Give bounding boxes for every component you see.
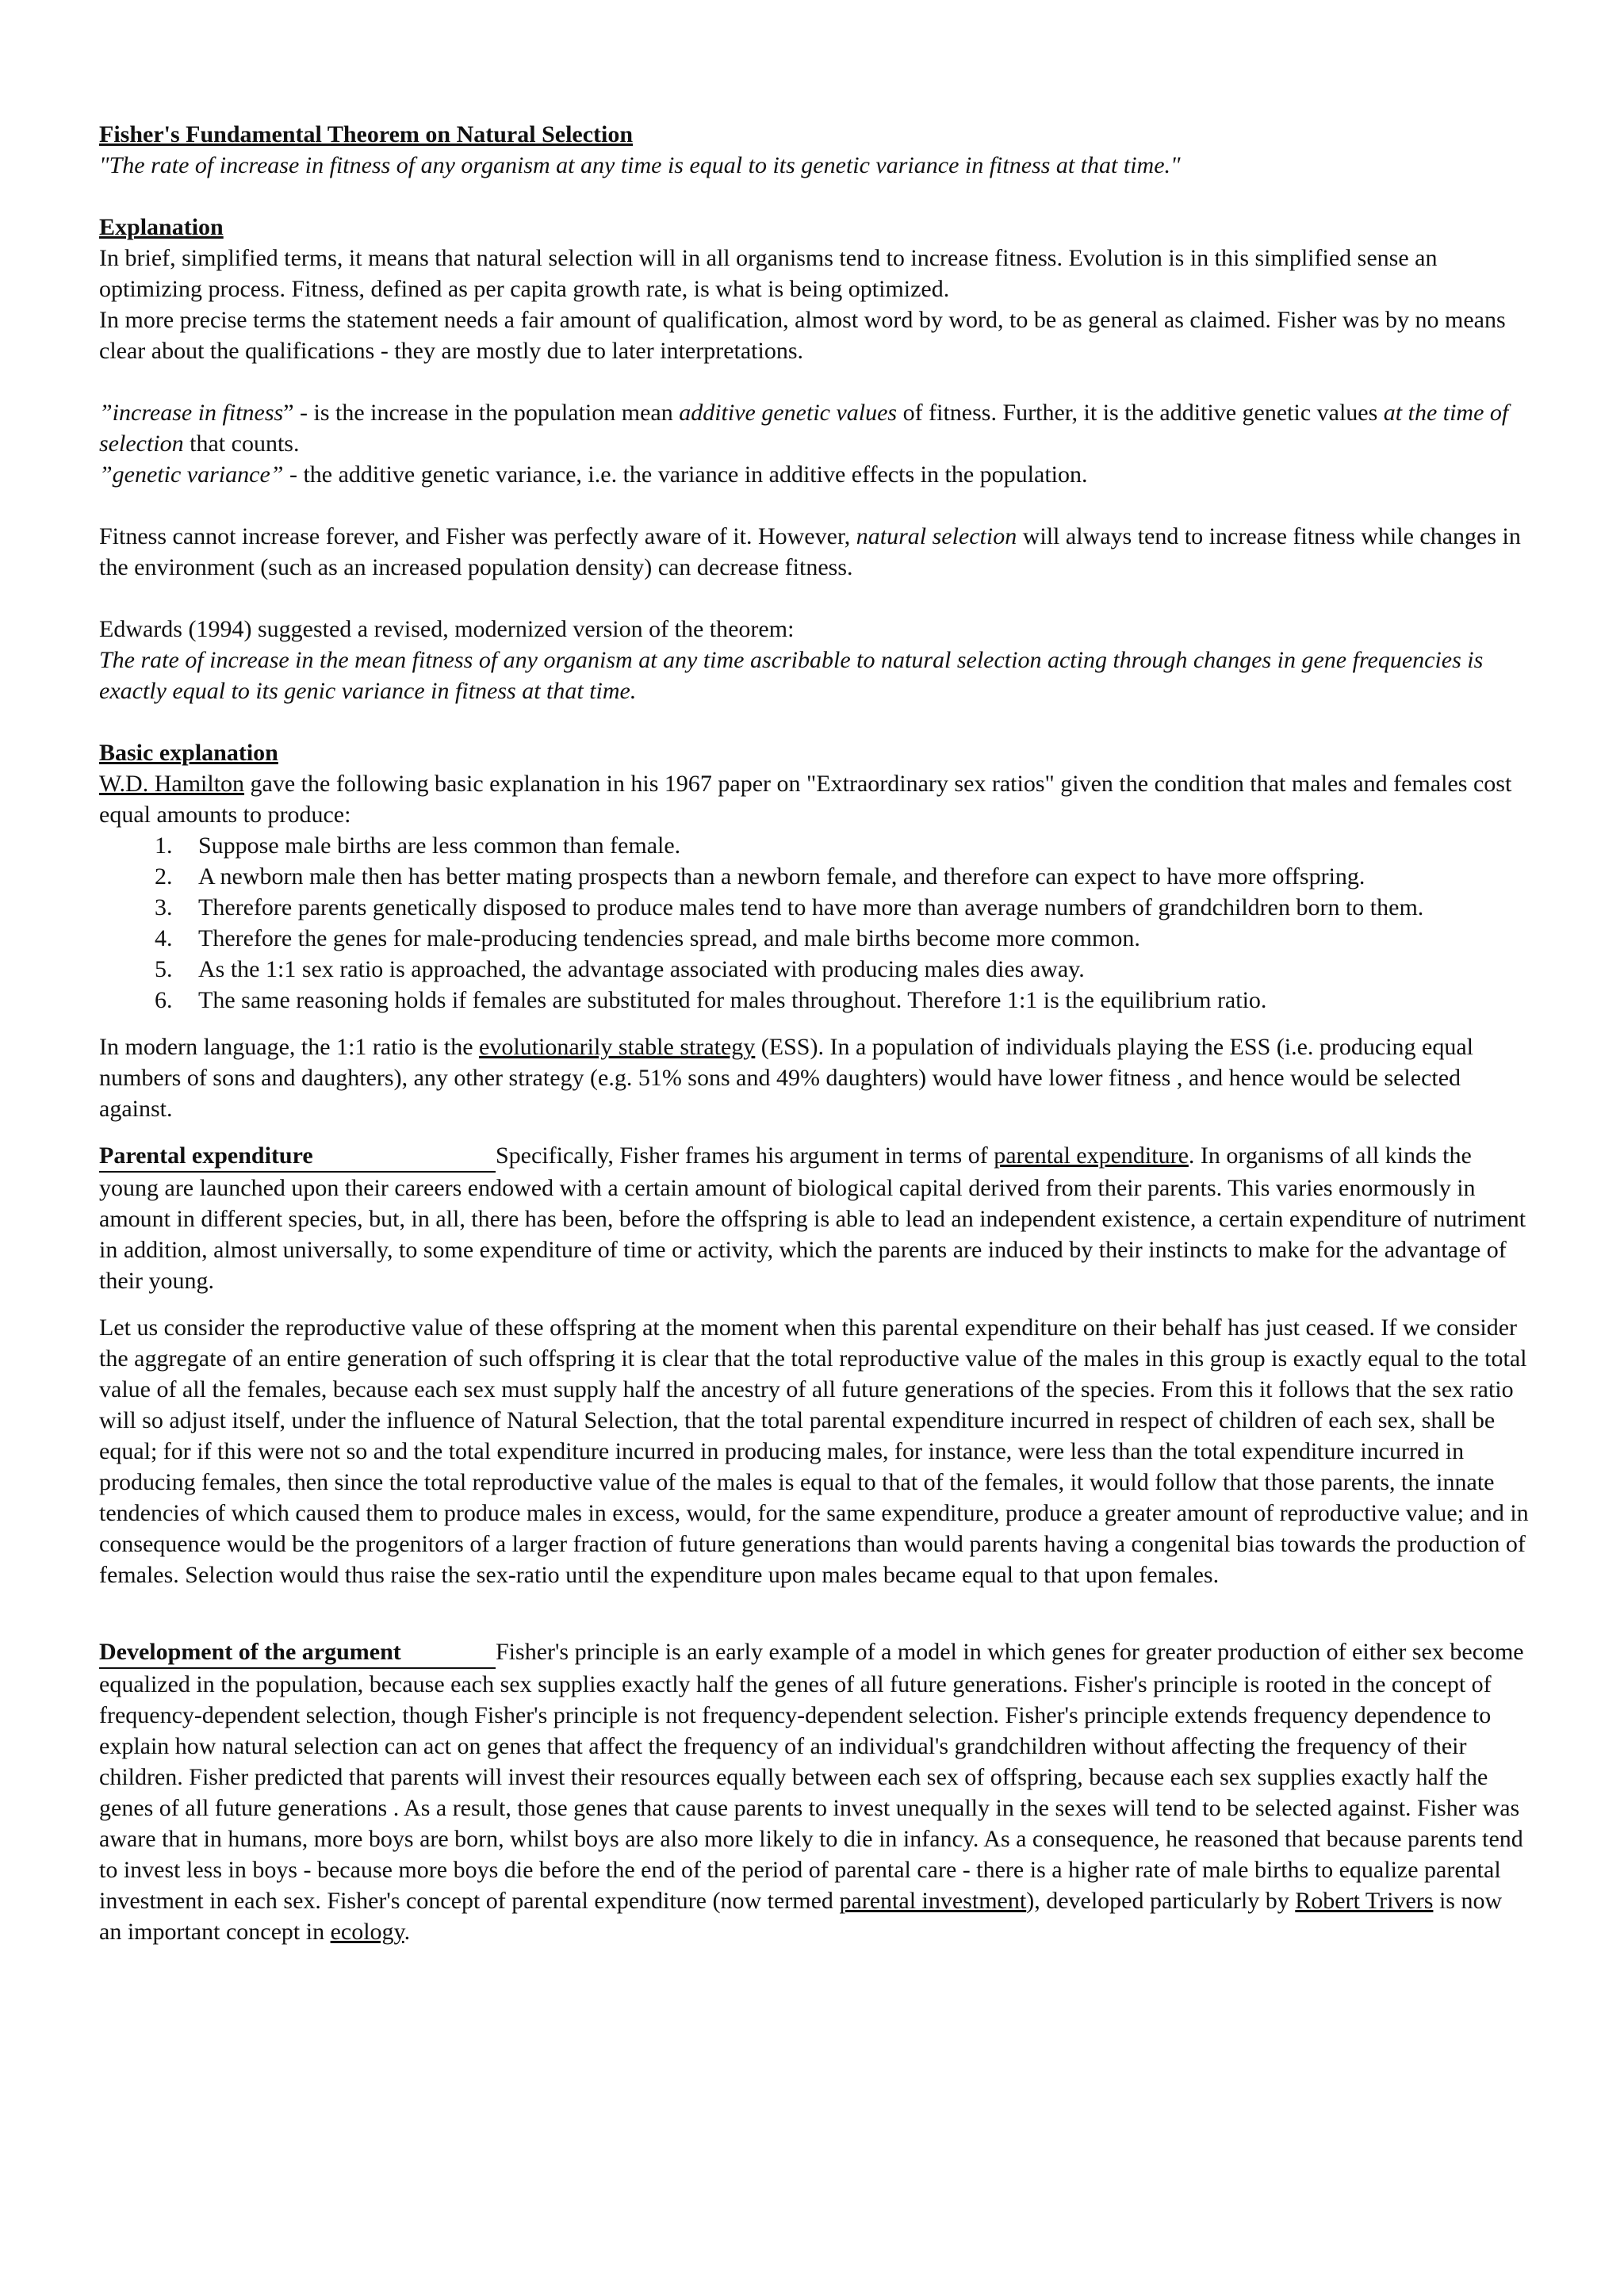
- list-number: 2.: [155, 863, 173, 890]
- link-parental-investment[interactable]: parental investment: [839, 1888, 1027, 1914]
- definition-text: ” - is the increase in the population mean: [283, 400, 680, 426]
- term-additive-genetic-values: additive genetic values: [679, 400, 898, 426]
- list-item: [99, 892, 1529, 923]
- list-text: As the 1:1 sex ratio is approached, the advantage associated with producing males dies away.: [198, 956, 1085, 982]
- link-parental-expenditure[interactable]: parental expenditure: [994, 1142, 1189, 1169]
- hamilton-reasoning-list: [99, 830, 1529, 1016]
- explanation-paragraph-1: In brief, simplified terms, it means that natural selection will in all organisms tend to increase fitness. Evolution is in this simplified sense an optimizing process. Fitness, defined as per capita growth rate, is what is being optimized.: [99, 245, 1438, 302]
- definition-text: - the additive genetic variance, i.e. the variance in additive effects in the population.: [283, 461, 1088, 488]
- paragraph-text: Fisher's principle is an early example of a model in which genes for greater production of either sex become equalized in the population, because each sex supplies exactly half the genes of all future generations. Fisher's principle is rooted in the concept of frequency-dependent selection, though Fisher's principle is not frequency-dependent selection. Fisher's principle extends frequency dependence to explain how natural selection can act on genes that affect the frequency of an individual's grandchildren without affecting the frequency of their children. Fisher predicted that parents will invest their resources equally between each sex of offspring, because each sex supplies exactly half the genes of all future generations . As a result, those genes that cause parents to invest unequally in the sexes will tend to be selected against. Fisher was aware that in humans, more boys are born, whilst boys are also more likely to die in infancy. As a consequence, he reasoned that because parents tend to invest less in boys - because more boys die before the end of the period of parental care - there is a higher rate of male births to equalize parental investment in each sex. Fisher's concept of parental expenditure (now termed: [99, 1639, 1524, 1914]
- development-paragraph: [99, 1636, 1529, 1947]
- term-natural-selection: natural selection: [856, 523, 1017, 549]
- list-number: 3.: [155, 894, 173, 920]
- list-text: Therefore parents genetically disposed to produce males tend to have more than average numbers of grandchildren born to them.: [198, 894, 1424, 920]
- fitness-paragraph: [99, 521, 1529, 583]
- paragraph-text: Specifically, Fisher frames his argument in terms of: [496, 1142, 994, 1169]
- explanation-heading: Explanation: [99, 214, 224, 240]
- paragraph-text: .: [404, 1919, 411, 1945]
- list-item: [99, 830, 1529, 861]
- paragraph-text: In modern language, the 1:1 ratio is the: [99, 1034, 480, 1060]
- edwards-revised-theorem: The rate of increase in the mean fitness of any organism at any time ascribable to natural selection acting through changes in gene frequencies is exactly equal to its genic variance in fitness at that time.: [99, 647, 1484, 704]
- basic-intro: [99, 768, 1529, 830]
- list-number: 5.: [155, 956, 173, 982]
- paragraph-text: Fitness cannot increase forever, and Fisher was perfectly aware of it. However,: [99, 523, 856, 549]
- development-heading: [99, 1636, 496, 1669]
- paragraph-text: . In organisms of all kinds the young are launched upon their careers endowed with a certain amount of biological capital derived from their parents. This varies enormously in amount in different species, but, in all, there has been, before the offspring is able to lead an independent existence, a certain expenditure of nutriment in addition, almost universally, to some expenditure of time or activity, which the parents are induced by their instincts to make for the advantage of their young.: [99, 1142, 1526, 1294]
- link-ecology[interactable]: ecology: [330, 1919, 404, 1945]
- heading-text: Development of the argument: [99, 1639, 401, 1665]
- link-evolutionarily-stable-strategy[interactable]: evolutionarily stable strategy: [479, 1034, 756, 1060]
- list-item: [99, 923, 1529, 954]
- paragraph-text: is now an important concept in: [99, 1888, 1503, 1945]
- definition-text: of fitness. Further, it is the additive genetic values: [897, 400, 1384, 426]
- definition-text: that counts.: [183, 430, 300, 457]
- edwards-paragraph: Edwards (1994) suggested a revised, modernized version of the theorem:: [99, 616, 795, 642]
- list-text: Therefore the genes for male-producing tendencies spread, and male births become more common.: [198, 925, 1140, 951]
- list-item: [99, 861, 1529, 892]
- list-number: 4.: [155, 925, 173, 951]
- paragraph-text: (ESS). In a population of individuals playing the ESS (i.e. producing equal numbers of sons and daughters), any other strategy (e.g. 51% sons and 49% daughters) would have lower fitness , and hence would be selected against.: [99, 1034, 1473, 1122]
- modern-language-paragraph: [99, 1031, 1529, 1124]
- parental-expenditure-paragraph: [99, 1140, 1529, 1296]
- list-item: [99, 985, 1529, 1016]
- list-text: The same reasoning holds if females are substituted for males throughout. Therefore 1:1 is the equilibrium ratio.: [198, 987, 1267, 1013]
- link-robert-trivers[interactable]: Robert Trivers: [1295, 1888, 1434, 1914]
- list-text: Suppose male births are less common than female.: [198, 832, 681, 859]
- term-time-of-selection: at the time of selection: [99, 400, 1509, 457]
- document-title: Fisher's Fundamental Theorem on Natural Selection: [99, 121, 634, 147]
- parental-expenditure-heading: [99, 1140, 496, 1173]
- term-increase-in-fitness: ”increase in fitness: [99, 400, 284, 426]
- reproductive-value-paragraph: Let us consider the reproductive value of these offspring at the moment when this parental expenditure on their behalf has just ceased. If we consider the aggregate of an entire generation of such offspring it is clear that the total reproductive value of the males in this group is exactly equal to the total value of all the females, because each sex must supply half the ancestry of all future generations of the species. From this it follows that the sex ratio will so adjust itself, under the influence of Natural Selection, that the total parental expenditure incurred in respect of children of each sex, shall be equal; for if this were not so and the total expenditure incurred in producing males, for instance, were less than the total expenditure incurred in producing females, then since the total reproductive value of the males is equal to that of the females, it would follow that those parents, the innate tendencies of which caused them to produce males in excess, would, for the same expenditure, produce a greater amount of reproductive value; and in consequence would be the progenitors of a larger fraction of future generations than would parents having a congenital bias towards the production of females. Selection would thus raise the sex-ratio until the expenditure upon males became equal to that upon females.: [99, 1314, 1529, 1588]
- definition-increase-in-fitness: [99, 397, 1529, 459]
- list-number: 1.: [155, 832, 173, 859]
- paragraph-text: ), developed particularly by: [1026, 1888, 1296, 1914]
- basic-explanation-heading: Basic explanation: [99, 740, 278, 766]
- term-genetic-variance: ”genetic variance”: [99, 461, 284, 488]
- definition-genetic-variance: [99, 459, 1529, 490]
- explanation-paragraph-2: In more precise terms the statement needs a fair amount of qualification, almost word by word, to be as general as claimed. Fisher was by no means clear about the qualifications - they are mostly due to later interpretations.: [99, 307, 1506, 364]
- link-wd-hamilton[interactable]: W.D. Hamilton: [99, 771, 245, 797]
- list-item: [99, 954, 1529, 985]
- list-number: 6.: [155, 987, 173, 1013]
- list-text: A newborn male then has better mating prospects than a newborn female, and therefore can expect to have more offspring.: [198, 863, 1365, 890]
- paragraph-text: gave the following basic explanation in his 1967 paper on "Extraordinary sex ratios" given the condition that males and females cost equal amounts to produce:: [99, 771, 1512, 828]
- paragraph-text: will always tend to increase fitness while changes in the environment (such as an increased population density) can decrease fitness.: [99, 523, 1521, 580]
- theorem-quote: "The rate of increase in fitness of any organism at any time is equal to its genetic variance in fitness at that time.": [99, 152, 1181, 178]
- heading-text: Parental expenditure: [99, 1142, 313, 1169]
